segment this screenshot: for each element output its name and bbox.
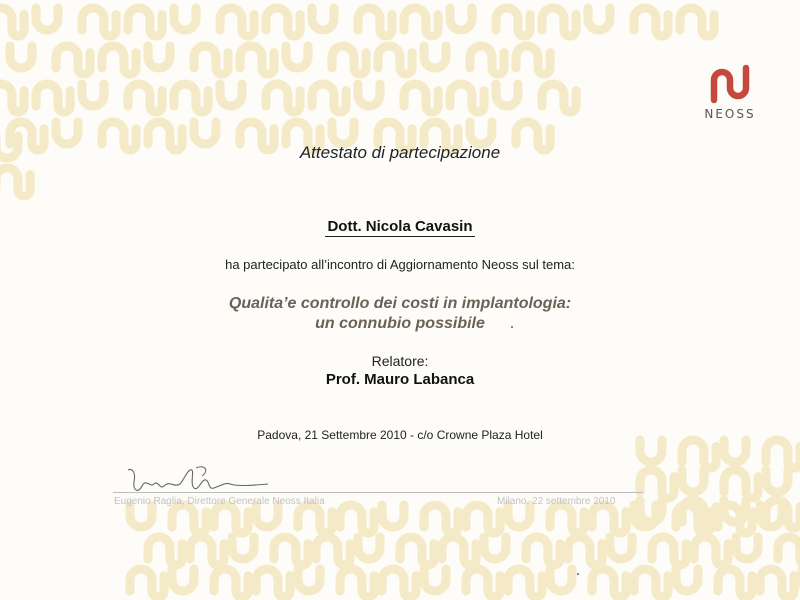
- speck-mark: [577, 573, 579, 575]
- watermark-glyph: [450, 84, 484, 112]
- watermark-glyph: [676, 569, 698, 591]
- watermark-glyph: [640, 440, 662, 462]
- watermark-glyph: [634, 505, 656, 527]
- watermark-glyph: [496, 8, 530, 36]
- watermark-glyph: [56, 122, 78, 144]
- watermark-glyph: [676, 505, 710, 533]
- watermark-glyph: [766, 500, 800, 528]
- watermark-glyph: [778, 537, 800, 565]
- watermark-glyph: [340, 505, 374, 533]
- watermark-glyph: [484, 537, 506, 559]
- watermark-glyph: [442, 537, 476, 565]
- watermark-glyph: [214, 505, 248, 533]
- watermark-glyph: [128, 8, 162, 36]
- watermark-glyph: [640, 500, 662, 522]
- watermark-glyph: [256, 569, 290, 597]
- watermark-glyph: [550, 569, 572, 591]
- watermark-glyph: [10, 46, 32, 68]
- watermark-glyph: [332, 122, 354, 144]
- watermark-glyph: [148, 537, 182, 565]
- watermark-glyph: [424, 46, 446, 68]
- watermark-glyph: [424, 505, 458, 533]
- watermark-glyph: [266, 8, 300, 36]
- watermark-glyph: [82, 8, 116, 36]
- watermark-glyph: [36, 8, 58, 30]
- watermark-glyph: [220, 84, 242, 106]
- watermark-glyph: [592, 505, 626, 533]
- watermark-glyph: [312, 84, 346, 112]
- watermark-glyph: [358, 84, 380, 106]
- watermark-glyph: [266, 84, 300, 112]
- watermark-glyph: [382, 505, 404, 527]
- participation-text: ha partecipato all’incontro di Aggiornamento Neoss sul tema:: [225, 257, 575, 272]
- watermark-glyph: [568, 537, 602, 565]
- watermark-glyph: [634, 569, 668, 597]
- watermark-glyph: [766, 470, 788, 492]
- watermark-glyph: [130, 569, 164, 597]
- watermark-glyph: [526, 537, 560, 565]
- watermark-glyph: [516, 46, 550, 74]
- watermark-glyph: [470, 46, 504, 74]
- watermark-glyph: [340, 569, 374, 597]
- watermark-glyph: [682, 440, 716, 468]
- watermark-glyph: [128, 84, 162, 112]
- recipient-name: [0, 218, 800, 235]
- watermark-glyph: [694, 537, 728, 565]
- signatory-caption: Eugenio Raglia, Direttore Generale Neoss Italia: [114, 496, 325, 507]
- watermark-glyph: [542, 84, 576, 112]
- watermark-glyph: [610, 537, 632, 559]
- place-and-date: Padova, 21 Settembre 2010 - c/o Crowne Plaza Hotel: [257, 428, 543, 442]
- watermark-glyph: [190, 537, 224, 565]
- speaker-name: Prof. Mauro Labanca: [325, 371, 475, 388]
- watermark-glyph: [450, 8, 472, 30]
- watermark-glyph: [220, 8, 254, 36]
- watermark-glyph: [0, 84, 24, 112]
- watermark-glyph: [682, 500, 716, 528]
- watermark-glyph: [378, 46, 412, 74]
- watermark-glyph: [550, 505, 584, 533]
- watermark-glyph: [358, 537, 380, 559]
- watermark-glyph: [588, 8, 610, 30]
- watermark-glyph: [724, 440, 746, 462]
- watermark-glyph: [760, 505, 782, 527]
- watermark-glyph: [130, 505, 152, 527]
- neoss-logo-icon: [708, 62, 752, 104]
- watermark-glyph: [332, 46, 366, 74]
- watermark-glyph: [496, 84, 518, 106]
- recipient-name-text: Dott. Nicola Cavasin: [327, 218, 473, 235]
- watermark-glyph: [542, 8, 576, 36]
- watermark-glyph: [718, 569, 752, 597]
- watermark-glyph: [680, 8, 714, 36]
- watermark-glyph: [102, 46, 136, 74]
- watermark-glyph: [404, 84, 438, 112]
- watermark-glyph: [466, 569, 500, 597]
- watermark-glyph: [148, 46, 170, 68]
- watermark-glyph: [298, 505, 332, 533]
- watermark-glyph: [652, 537, 686, 565]
- watermark-glyph: [508, 569, 542, 597]
- neoss-logo: [700, 62, 760, 121]
- watermark-glyph: [286, 46, 308, 68]
- speaker-label: Relatore:: [371, 353, 429, 369]
- watermark-glyph: [82, 84, 104, 106]
- watermark-glyph: [174, 84, 208, 112]
- speck-mark: [511, 326, 513, 328]
- signature-line: [113, 492, 643, 493]
- watermark-glyph: [36, 84, 70, 112]
- watermark-glyph: [298, 569, 320, 591]
- watermark-glyph: [424, 569, 446, 591]
- watermark-glyph: [0, 168, 30, 196]
- watermark-glyph: [194, 46, 228, 74]
- topic-line-2: un connubio possibile: [315, 315, 485, 332]
- watermark-glyph: [592, 569, 626, 597]
- certificate-title: Attestato di partecipazione: [299, 143, 501, 162]
- topic: [0, 294, 800, 334]
- watermark-glyph: [172, 569, 194, 591]
- watermark-glyph: [470, 122, 492, 144]
- watermark-glyph: [214, 569, 248, 597]
- watermark-glyph: [466, 505, 500, 533]
- watermark-glyph: [274, 537, 308, 565]
- watermark-glyph: [634, 8, 668, 36]
- watermark-glyph: [766, 440, 800, 468]
- topic-line-1: Qualita’e controllo dei costi in implantologia:: [228, 295, 572, 312]
- watermark-glyph: [194, 122, 216, 144]
- watermark-glyph: [400, 537, 434, 565]
- watermark-glyph: [718, 505, 752, 533]
- watermark-glyph: [56, 46, 90, 74]
- watermark-glyph: [682, 470, 704, 492]
- watermark-glyph: [640, 470, 674, 498]
- watermark-glyph: [174, 8, 196, 30]
- watermark-glyph: [0, 8, 24, 36]
- watermark-glyph: [232, 537, 254, 559]
- watermark-glyph: [724, 500, 746, 522]
- signature-date-caption: Milano, 22 settembre 2010: [497, 496, 616, 507]
- watermark-glyph: [760, 569, 794, 597]
- watermark-glyph: [508, 505, 530, 527]
- watermark-glyph: [256, 505, 278, 527]
- watermark-glyph: [404, 8, 438, 36]
- watermark-glyph: [240, 46, 274, 74]
- watermark-glyph: [358, 8, 392, 36]
- watermark-glyph: [172, 505, 206, 533]
- watermark-glyph: [312, 8, 334, 30]
- watermark-glyph: [736, 537, 758, 559]
- brand-name: NEOSS: [704, 107, 756, 121]
- watermark-glyph: [724, 470, 758, 498]
- watermark-glyph: [316, 537, 350, 565]
- watermark-glyph: [382, 569, 416, 597]
